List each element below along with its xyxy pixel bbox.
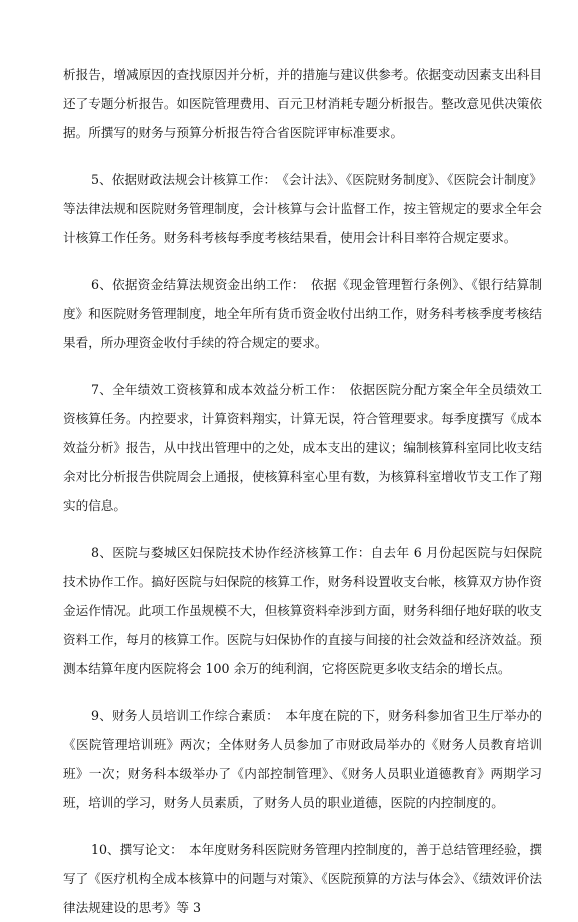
paragraph-thesis-writing: 10、撰写论文： 本年度财务科医院财务管理内控制度的，善于总结管理经验，撰写了《医疗机构全成本核算中的问题与对策》、《医院预算的方法与体会》、《绩效评价法律法规建设的思考》等 3 xyxy=(63,842,542,915)
paragraph-performance-pay: 7、全年绩效工资核算和成本效益分析工作： 依据医院分配方案全年全员绩效工资核算任务。内控要求，计算资料翔实，计算无误，符合管理要求。每季度撰写《成本效益分析》报告，从中找出管理中的之处，成本支出的建议；编制核算科室同比收支结余对比分析报告供院周会上通报，使核算科室心里有数，为核算科室增收节支工作了翔实的信息。 xyxy=(63,382,542,513)
paragraph-cooperation-accounting: 8、医院与婺城区妇保院技术协作经济核算工作：自去年 6 月份起医院与妇保院技术协作工作。搞好医院与妇保院的核算工作，财务科设置收支台帐，核算双方协作资金运作情况。此项工作虽规模不大，但核算资料牵涉到方面，财务科细仔地好联的收支资料工作，每月的核算工作。医院与妇保协作的直接与间接的社会效益和经济效益。预测本结算年度内医院将会 100 余万的纯利润，它将医院更多收支结余的增长点。 xyxy=(63,545,542,676)
paragraph-cashier-work: 6、依据资金结算法规资金出纳工作： 依据《现金管理暂行条例》、《银行结算制度》和医院财务管理制度，地全年所有货币资金收付出纳工作，财务科考核季度考核结果看，所办理资金收付手续的符合规定的要求。 xyxy=(63,277,542,350)
paragraph-analysis-report: 析报告，增减原因的查找原因并分析，并的措施与建议供参考。依据变动因素支出科目还了专题分析报告。如医院管理费用、百元卫材消耗专题分析报告。整改意见供决策依据。所撰写的财务与预算分析报告符合省医院评审标准要求。 xyxy=(63,67,542,140)
paragraph-staff-training: 9、财务人员培训工作综合素质： 本年度在院的下，财务科参加省卫生厅举办的《医院管理培训班》两次；全体财务人员参加了市财政局举办的《财务人员教育培训班》一次；财务科本级举办了《内部控制管理》、《财务人员职业道德教育》两期学习班，培训的学习，财务人员素质，了财务人员的职业道德，医院的内控制度的。 xyxy=(63,708,542,810)
paragraph-accounting-work: 5、依据财政法规会计核算工作： 《会计法》、《医院财务制度》、《医院会计制度》等法律法规和医院财务管理制度，会计核算与会计监督工作，按主管规定的要求全年会计核算工作任务。财务科考核每季度考核结果看，使用会计科目率符合规定要求。 xyxy=(63,172,542,245)
